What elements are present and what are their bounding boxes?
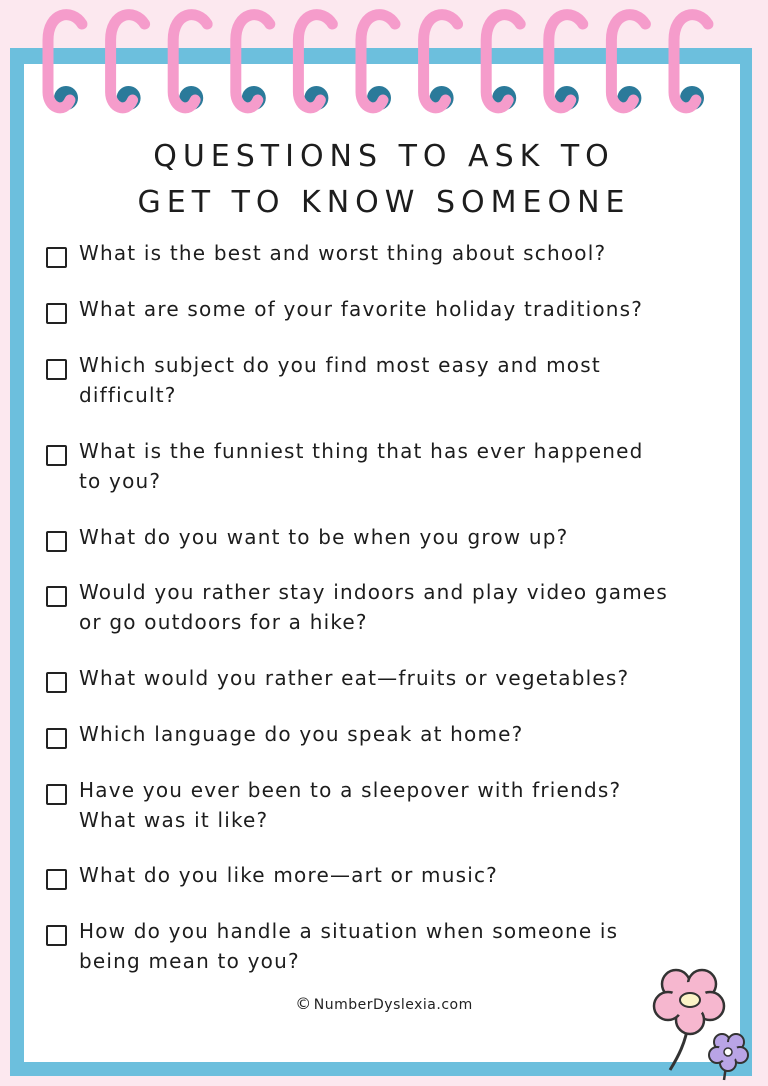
checkbox-icon[interactable] — [46, 869, 67, 890]
question-text: Have you ever been to a sleepover with friends? What was it like? — [79, 778, 622, 832]
spiral-ring-icon — [298, 15, 332, 110]
question-text: What is the funniest thing that has ever happened to you? — [79, 439, 644, 493]
spiral-ring-icon — [111, 15, 145, 110]
title-line-2: GET TO KNOW SOMEONE — [137, 185, 631, 220]
list-item — [46, 663, 726, 693]
checkbox-icon[interactable] — [46, 359, 67, 380]
copyright-icon: © — [295, 994, 312, 1013]
checkbox-icon[interactable] — [46, 784, 67, 805]
list-item — [46, 238, 726, 268]
spiral-ring-icon — [674, 15, 708, 110]
list-item — [46, 577, 726, 637]
list-item — [46, 719, 726, 749]
question-text: What do you like more—art or music? — [79, 863, 498, 887]
list-item — [46, 916, 726, 976]
checkbox-icon[interactable] — [46, 586, 67, 607]
list-item — [46, 294, 726, 324]
question-text: What do you want to be when you grow up? — [79, 525, 569, 549]
list-item — [46, 436, 726, 496]
checkbox-icon[interactable] — [46, 247, 67, 268]
question-text: What would you rather eat—fruits or vegetables? — [79, 666, 630, 690]
list-item — [46, 860, 726, 890]
question-text: Which language do you speak at home? — [79, 722, 524, 746]
list-item — [46, 775, 726, 835]
checkbox-icon[interactable] — [46, 445, 67, 466]
spiral-ring-icon — [424, 15, 458, 110]
site-name: NumberDyslexia.com — [313, 997, 473, 1013]
checkbox-icon[interactable] — [46, 728, 67, 749]
question-text: Which subject do you find most easy and most difficult? — [79, 353, 601, 407]
flower-decoration — [640, 962, 760, 1082]
spiral-ring-icon — [173, 15, 207, 110]
spiral-ring-icon — [236, 15, 270, 110]
page-title — [0, 134, 768, 226]
flower-icon — [709, 1034, 748, 1080]
spiral-ring-icon — [611, 15, 645, 110]
checkbox-icon[interactable] — [46, 925, 67, 946]
spiral-ring-icon — [361, 15, 395, 110]
question-text: What is the best and worst thing about school? — [79, 241, 607, 265]
spiral-ring-icon — [486, 15, 520, 110]
checkbox-icon[interactable] — [46, 531, 67, 552]
question-text: What are some of your favorite holiday traditions? — [79, 297, 644, 321]
list-item — [46, 522, 726, 552]
spiral-ring-icon — [48, 15, 82, 110]
spiral-binding — [0, 0, 768, 130]
spiral-ring-icon — [549, 15, 583, 110]
checkbox-icon[interactable] — [46, 672, 67, 693]
list-item — [46, 350, 726, 410]
question-text: Would you rather stay indoors and play video games or go outdoors for a hike? — [79, 580, 669, 634]
checkbox-icon[interactable] — [46, 303, 67, 324]
title-line-1: QUESTIONS TO ASK TO — [153, 139, 615, 174]
question-text: How do you handle a situation when someone is being mean to you? — [79, 919, 619, 973]
